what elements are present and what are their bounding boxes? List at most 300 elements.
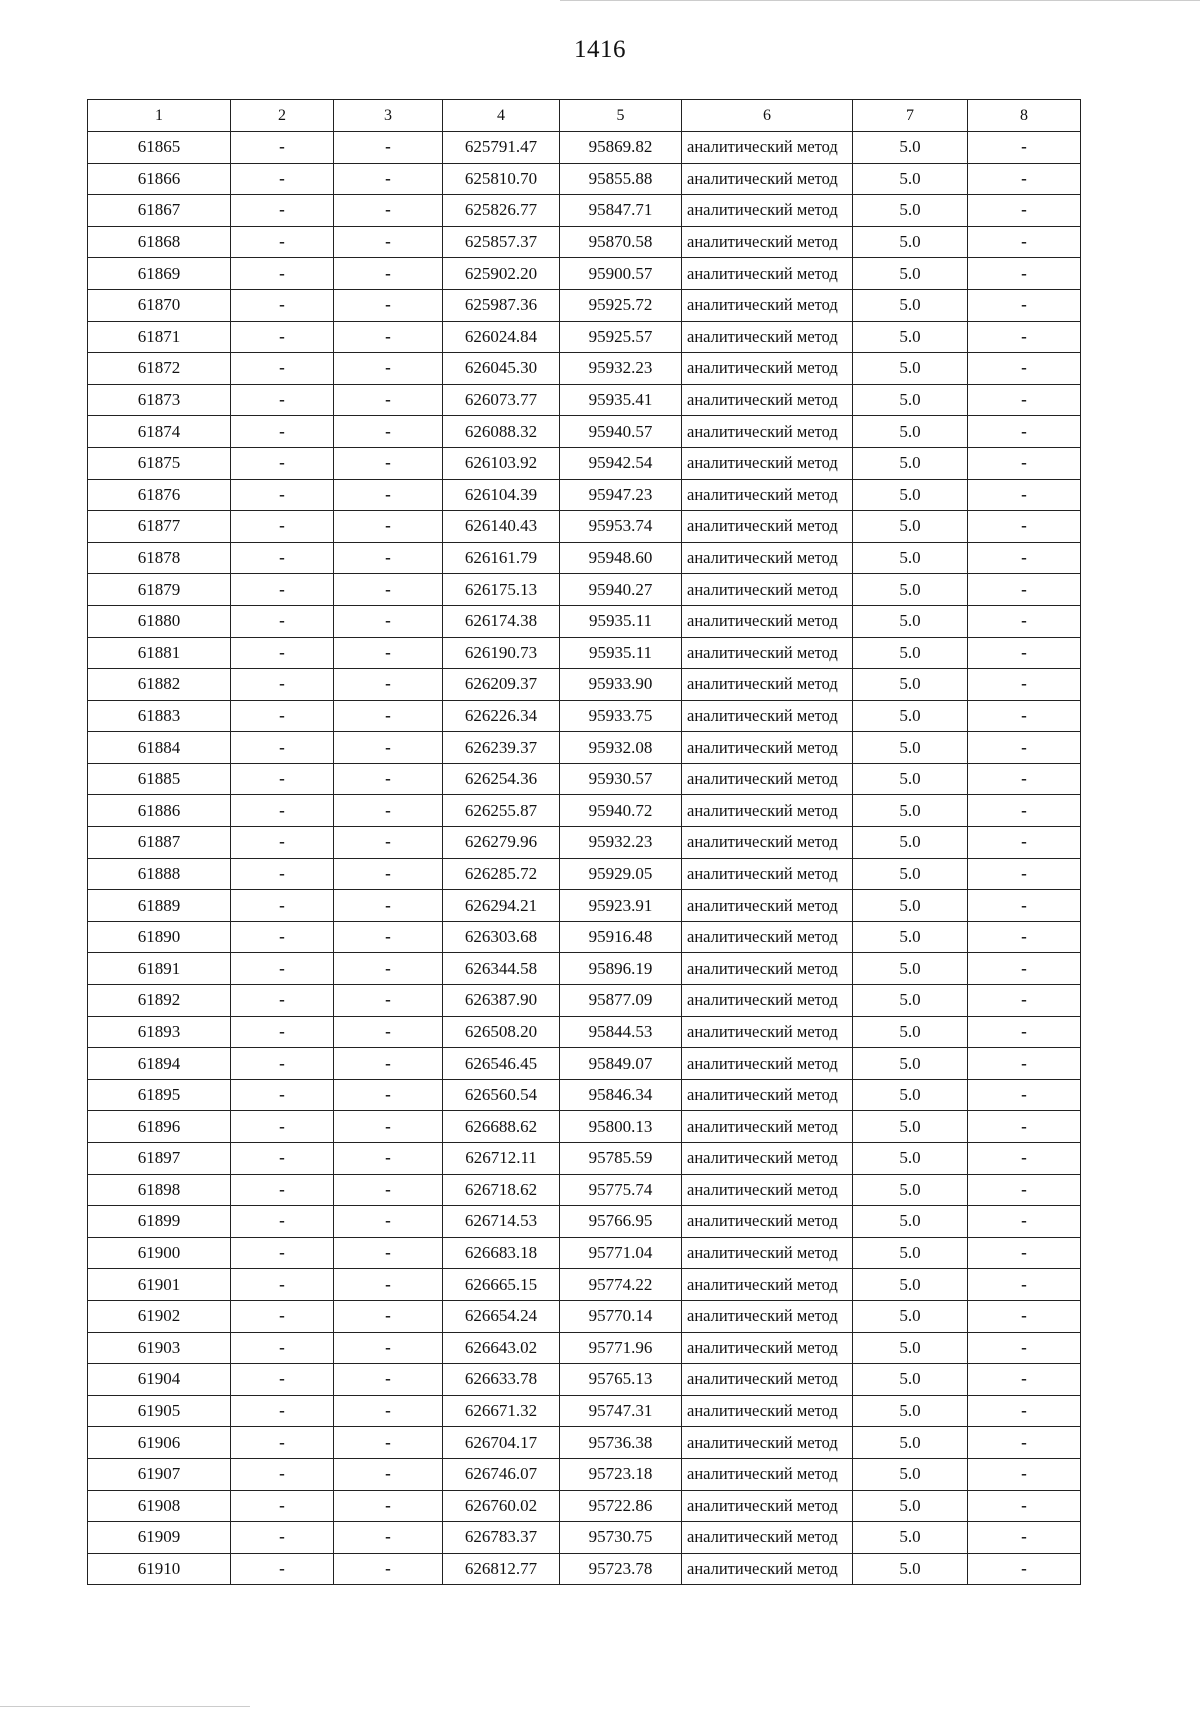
table-row [88, 953, 1081, 985]
col3-cell: - [334, 163, 443, 195]
method-cell: аналитический метод [682, 700, 853, 732]
x-coordinate-cell: 625826.77 [443, 195, 560, 227]
x-coordinate-cell: 626174.38 [443, 605, 560, 637]
col2-cell: - [231, 1300, 334, 1332]
col2-cell: - [231, 542, 334, 574]
col8-cell: - [968, 953, 1081, 985]
method-cell: аналитический метод [682, 1332, 853, 1364]
accuracy-cell: 5.0 [853, 890, 968, 922]
table-row [88, 1174, 1081, 1206]
col3-cell: - [334, 321, 443, 353]
col8-cell: - [968, 858, 1081, 890]
table-row [88, 858, 1081, 890]
point-number-cell: 61902 [88, 1300, 231, 1332]
col8-cell: - [968, 1079, 1081, 1111]
header-cell: 8 [968, 100, 1081, 132]
accuracy-cell: 5.0 [853, 827, 968, 859]
point-number-cell: 61905 [88, 1395, 231, 1427]
table-row [88, 447, 1081, 479]
accuracy-cell: 5.0 [853, 1364, 968, 1396]
point-number-cell: 61898 [88, 1174, 231, 1206]
method-cell: аналитический метод [682, 226, 853, 258]
y-coordinate-cell: 95916.48 [560, 921, 682, 953]
col2-cell: - [231, 1079, 334, 1111]
x-coordinate-cell: 626643.02 [443, 1332, 560, 1364]
table-row [88, 1269, 1081, 1301]
col8-cell: - [968, 1300, 1081, 1332]
table-row [88, 890, 1081, 922]
x-coordinate-cell: 626255.87 [443, 795, 560, 827]
col3-cell: - [334, 827, 443, 859]
col2-cell: - [231, 1458, 334, 1490]
col8-cell: - [968, 542, 1081, 574]
method-cell: аналитический метод [682, 1553, 853, 1585]
point-number-cell: 61901 [88, 1269, 231, 1301]
col8-cell: - [968, 669, 1081, 701]
accuracy-cell: 5.0 [853, 226, 968, 258]
x-coordinate-cell: 625791.47 [443, 132, 560, 164]
x-coordinate-cell: 626294.21 [443, 890, 560, 922]
x-coordinate-cell: 626546.45 [443, 1048, 560, 1080]
col8-cell: - [968, 1427, 1081, 1459]
x-coordinate-cell: 626088.32 [443, 416, 560, 448]
col2-cell: - [231, 953, 334, 985]
table-row [88, 1079, 1081, 1111]
accuracy-cell: 5.0 [853, 542, 968, 574]
col3-cell: - [334, 1458, 443, 1490]
y-coordinate-cell: 95774.22 [560, 1269, 682, 1301]
method-cell: аналитический метод [682, 1458, 853, 1490]
x-coordinate-cell: 626303.68 [443, 921, 560, 953]
accuracy-cell: 5.0 [853, 1016, 968, 1048]
y-coordinate-cell: 95953.74 [560, 511, 682, 543]
table-row [88, 1458, 1081, 1490]
col3-cell: - [334, 226, 443, 258]
col8-cell: - [968, 1111, 1081, 1143]
x-coordinate-cell: 626045.30 [443, 353, 560, 385]
col8-cell: - [968, 163, 1081, 195]
y-coordinate-cell: 95844.53 [560, 1016, 682, 1048]
point-number-cell: 61885 [88, 763, 231, 795]
point-number-cell: 61899 [88, 1206, 231, 1238]
y-coordinate-cell: 95948.60 [560, 542, 682, 574]
col2-cell: - [231, 1016, 334, 1048]
col2-cell: - [231, 700, 334, 732]
accuracy-cell: 5.0 [853, 700, 968, 732]
point-number-cell: 61872 [88, 353, 231, 385]
col8-cell: - [968, 700, 1081, 732]
method-cell: аналитический метод [682, 1427, 853, 1459]
table-row [88, 1490, 1081, 1522]
table-row [88, 289, 1081, 321]
col2-cell: - [231, 163, 334, 195]
col3-cell: - [334, 1048, 443, 1080]
col2-cell: - [231, 890, 334, 922]
method-cell: аналитический метод [682, 416, 853, 448]
point-number-cell: 61875 [88, 447, 231, 479]
method-cell: аналитический метод [682, 511, 853, 543]
x-coordinate-cell: 626665.15 [443, 1269, 560, 1301]
accuracy-cell: 5.0 [853, 763, 968, 795]
x-coordinate-cell: 626633.78 [443, 1364, 560, 1396]
header-cell: 4 [443, 100, 560, 132]
col3-cell: - [334, 669, 443, 701]
point-number-cell: 61869 [88, 258, 231, 290]
col3-cell: - [334, 289, 443, 321]
col3-cell: - [334, 763, 443, 795]
col3-cell: - [334, 921, 443, 953]
col3-cell: - [334, 258, 443, 290]
col2-cell: - [231, 226, 334, 258]
y-coordinate-cell: 95775.74 [560, 1174, 682, 1206]
col8-cell: - [968, 132, 1081, 164]
col3-cell: - [334, 1016, 443, 1048]
col8-cell: - [968, 985, 1081, 1017]
accuracy-cell: 5.0 [853, 985, 968, 1017]
accuracy-cell: 5.0 [853, 1395, 968, 1427]
x-coordinate-cell: 625987.36 [443, 289, 560, 321]
x-coordinate-cell: 626073.77 [443, 384, 560, 416]
accuracy-cell: 5.0 [853, 1174, 968, 1206]
col2-cell: - [231, 1143, 334, 1175]
point-number-cell: 61881 [88, 637, 231, 669]
col2-cell: - [231, 447, 334, 479]
header-cell: 7 [853, 100, 968, 132]
x-coordinate-cell: 626560.54 [443, 1079, 560, 1111]
accuracy-cell: 5.0 [853, 1490, 968, 1522]
point-number-cell: 61874 [88, 416, 231, 448]
y-coordinate-cell: 95935.11 [560, 605, 682, 637]
col8-cell: - [968, 416, 1081, 448]
table-row [88, 416, 1081, 448]
method-cell: аналитический метод [682, 858, 853, 890]
table-row [88, 542, 1081, 574]
point-number-cell: 61868 [88, 226, 231, 258]
x-coordinate-cell: 626239.37 [443, 732, 560, 764]
accuracy-cell: 5.0 [853, 1048, 968, 1080]
accuracy-cell: 5.0 [853, 1332, 968, 1364]
x-coordinate-cell: 626344.58 [443, 953, 560, 985]
table-row [88, 921, 1081, 953]
table-row [88, 226, 1081, 258]
table-row [88, 132, 1081, 164]
y-coordinate-cell: 95935.41 [560, 384, 682, 416]
col8-cell: - [968, 321, 1081, 353]
col8-cell: - [968, 195, 1081, 227]
col2-cell: - [231, 763, 334, 795]
col8-cell: - [968, 226, 1081, 258]
x-coordinate-cell: 626683.18 [443, 1237, 560, 1269]
col2-cell: - [231, 1206, 334, 1238]
col2-cell: - [231, 1395, 334, 1427]
table-row [88, 353, 1081, 385]
method-cell: аналитический метод [682, 985, 853, 1017]
col3-cell: - [334, 1490, 443, 1522]
col8-cell: - [968, 1206, 1081, 1238]
col8-cell: - [968, 1364, 1081, 1396]
col3-cell: - [334, 1364, 443, 1396]
point-number-cell: 61886 [88, 795, 231, 827]
y-coordinate-cell: 95932.23 [560, 827, 682, 859]
point-number-cell: 61897 [88, 1143, 231, 1175]
col8-cell: - [968, 447, 1081, 479]
col3-cell: - [334, 416, 443, 448]
col2-cell: - [231, 132, 334, 164]
col3-cell: - [334, 1174, 443, 1206]
accuracy-cell: 5.0 [853, 1237, 968, 1269]
table-row [88, 1300, 1081, 1332]
point-number-cell: 61871 [88, 321, 231, 353]
col2-cell: - [231, 1490, 334, 1522]
point-number-cell: 61880 [88, 605, 231, 637]
x-coordinate-cell: 626024.84 [443, 321, 560, 353]
y-coordinate-cell: 95869.82 [560, 132, 682, 164]
header-cell: 1 [88, 100, 231, 132]
x-coordinate-cell: 625902.20 [443, 258, 560, 290]
method-cell: аналитический метод [682, 890, 853, 922]
method-cell: аналитический метод [682, 732, 853, 764]
accuracy-cell: 5.0 [853, 258, 968, 290]
x-coordinate-cell: 626285.72 [443, 858, 560, 890]
y-coordinate-cell: 95770.14 [560, 1300, 682, 1332]
y-coordinate-cell: 95896.19 [560, 953, 682, 985]
point-number-cell: 61904 [88, 1364, 231, 1396]
coordinates-table [87, 99, 1081, 1585]
col8-cell: - [968, 890, 1081, 922]
method-cell: аналитический метод [682, 605, 853, 637]
col3-cell: - [334, 985, 443, 1017]
y-coordinate-cell: 95849.07 [560, 1048, 682, 1080]
x-coordinate-cell: 626104.39 [443, 479, 560, 511]
accuracy-cell: 5.0 [853, 921, 968, 953]
accuracy-cell: 5.0 [853, 1206, 968, 1238]
col2-cell: - [231, 195, 334, 227]
point-number-cell: 61873 [88, 384, 231, 416]
y-coordinate-cell: 95932.08 [560, 732, 682, 764]
x-coordinate-cell: 626103.92 [443, 447, 560, 479]
accuracy-cell: 5.0 [853, 321, 968, 353]
col8-cell: - [968, 1174, 1081, 1206]
y-coordinate-cell: 95847.71 [560, 195, 682, 227]
col2-cell: - [231, 1364, 334, 1396]
x-coordinate-cell: 626508.20 [443, 1016, 560, 1048]
accuracy-cell: 5.0 [853, 163, 968, 195]
col2-cell: - [231, 605, 334, 637]
col8-cell: - [968, 1332, 1081, 1364]
col8-cell: - [968, 795, 1081, 827]
table-row [88, 1016, 1081, 1048]
col8-cell: - [968, 732, 1081, 764]
y-coordinate-cell: 95925.72 [560, 289, 682, 321]
col3-cell: - [334, 542, 443, 574]
y-coordinate-cell: 95933.75 [560, 700, 682, 732]
col3-cell: - [334, 858, 443, 890]
col3-cell: - [334, 1300, 443, 1332]
col3-cell: - [334, 511, 443, 543]
col8-cell: - [968, 1016, 1081, 1048]
y-coordinate-cell: 95925.57 [560, 321, 682, 353]
col2-cell: - [231, 1332, 334, 1364]
point-number-cell: 61895 [88, 1079, 231, 1111]
table-row [88, 258, 1081, 290]
col8-cell: - [968, 1143, 1081, 1175]
y-coordinate-cell: 95942.54 [560, 447, 682, 479]
col2-cell: - [231, 258, 334, 290]
method-cell: аналитический метод [682, 195, 853, 227]
col2-cell: - [231, 1237, 334, 1269]
method-cell: аналитический метод [682, 763, 853, 795]
point-number-cell: 61866 [88, 163, 231, 195]
method-cell: аналитический метод [682, 1079, 853, 1111]
header-cell: 5 [560, 100, 682, 132]
table-row [88, 1143, 1081, 1175]
accuracy-cell: 5.0 [853, 574, 968, 606]
method-cell: аналитический метод [682, 827, 853, 859]
table-row [88, 605, 1081, 637]
x-coordinate-cell: 626704.17 [443, 1427, 560, 1459]
y-coordinate-cell: 95723.78 [560, 1553, 682, 1585]
col2-cell: - [231, 416, 334, 448]
accuracy-cell: 5.0 [853, 1269, 968, 1301]
accuracy-cell: 5.0 [853, 1143, 968, 1175]
col3-cell: - [334, 1395, 443, 1427]
table-row [88, 1522, 1081, 1554]
point-number-cell: 61910 [88, 1553, 231, 1585]
col2-cell: - [231, 827, 334, 859]
point-number-cell: 61879 [88, 574, 231, 606]
table-row [88, 763, 1081, 795]
x-coordinate-cell: 626654.24 [443, 1300, 560, 1332]
col2-cell: - [231, 1174, 334, 1206]
x-coordinate-cell: 626688.62 [443, 1111, 560, 1143]
method-cell: аналитический метод [682, 1522, 853, 1554]
method-cell: аналитический метод [682, 384, 853, 416]
y-coordinate-cell: 95846.34 [560, 1079, 682, 1111]
col3-cell: - [334, 1206, 443, 1238]
col2-cell: - [231, 921, 334, 953]
method-cell: аналитический метод [682, 163, 853, 195]
x-coordinate-cell: 626746.07 [443, 1458, 560, 1490]
method-cell: аналитический метод [682, 258, 853, 290]
y-coordinate-cell: 95800.13 [560, 1111, 682, 1143]
table-row [88, 511, 1081, 543]
point-number-cell: 61887 [88, 827, 231, 859]
col8-cell: - [968, 289, 1081, 321]
point-number-cell: 61903 [88, 1332, 231, 1364]
col2-cell: - [231, 511, 334, 543]
col3-cell: - [334, 700, 443, 732]
x-coordinate-cell: 626209.37 [443, 669, 560, 701]
table-row [88, 195, 1081, 227]
x-coordinate-cell: 626718.62 [443, 1174, 560, 1206]
x-coordinate-cell: 626812.77 [443, 1553, 560, 1585]
y-coordinate-cell: 95935.11 [560, 637, 682, 669]
point-number-cell: 61877 [88, 511, 231, 543]
accuracy-cell: 5.0 [853, 858, 968, 890]
x-coordinate-cell: 626254.36 [443, 763, 560, 795]
accuracy-cell: 5.0 [853, 605, 968, 637]
point-number-cell: 61878 [88, 542, 231, 574]
col8-cell: - [968, 511, 1081, 543]
col8-cell: - [968, 1269, 1081, 1301]
col8-cell: - [968, 1522, 1081, 1554]
accuracy-cell: 5.0 [853, 132, 968, 164]
col2-cell: - [231, 1111, 334, 1143]
col3-cell: - [334, 1237, 443, 1269]
col3-cell: - [334, 1332, 443, 1364]
accuracy-cell: 5.0 [853, 669, 968, 701]
point-number-cell: 61883 [88, 700, 231, 732]
point-number-cell: 61884 [88, 732, 231, 764]
method-cell: аналитический метод [682, 289, 853, 321]
table-row [88, 732, 1081, 764]
table-row [88, 1111, 1081, 1143]
x-coordinate-cell: 625810.70 [443, 163, 560, 195]
method-cell: аналитический метод [682, 637, 853, 669]
col3-cell: - [334, 195, 443, 227]
table-row [88, 985, 1081, 1017]
y-coordinate-cell: 95766.95 [560, 1206, 682, 1238]
x-coordinate-cell: 626712.11 [443, 1143, 560, 1175]
col3-cell: - [334, 1111, 443, 1143]
point-number-cell: 61892 [88, 985, 231, 1017]
table-row [88, 1553, 1081, 1585]
table-row [88, 669, 1081, 701]
point-number-cell: 61907 [88, 1458, 231, 1490]
method-cell: аналитический метод [682, 1300, 853, 1332]
col8-cell: - [968, 1395, 1081, 1427]
accuracy-cell: 5.0 [853, 1553, 968, 1585]
col3-cell: - [334, 1079, 443, 1111]
header-cell: 6 [682, 100, 853, 132]
col2-cell: - [231, 732, 334, 764]
y-coordinate-cell: 95765.13 [560, 1364, 682, 1396]
x-coordinate-cell: 626175.13 [443, 574, 560, 606]
method-cell: аналитический метод [682, 921, 853, 953]
x-coordinate-cell: 626161.79 [443, 542, 560, 574]
table-row [88, 479, 1081, 511]
col3-cell: - [334, 384, 443, 416]
method-cell: аналитический метод [682, 953, 853, 985]
y-coordinate-cell: 95940.57 [560, 416, 682, 448]
x-coordinate-cell: 626140.43 [443, 511, 560, 543]
header-cell: 3 [334, 100, 443, 132]
col8-cell: - [968, 1048, 1081, 1080]
method-cell: аналитический метод [682, 669, 853, 701]
method-cell: аналитический метод [682, 795, 853, 827]
method-cell: аналитический метод [682, 447, 853, 479]
y-coordinate-cell: 95933.90 [560, 669, 682, 701]
accuracy-cell: 5.0 [853, 289, 968, 321]
point-number-cell: 61889 [88, 890, 231, 922]
x-coordinate-cell: 625857.37 [443, 226, 560, 258]
accuracy-cell: 5.0 [853, 511, 968, 543]
accuracy-cell: 5.0 [853, 732, 968, 764]
table-row [88, 700, 1081, 732]
method-cell: аналитический метод [682, 1269, 853, 1301]
col8-cell: - [968, 1458, 1081, 1490]
y-coordinate-cell: 95923.91 [560, 890, 682, 922]
table-row [88, 1048, 1081, 1080]
col2-cell: - [231, 321, 334, 353]
table-row [88, 163, 1081, 195]
table-row [88, 1364, 1081, 1396]
method-cell: аналитический метод [682, 1490, 853, 1522]
col3-cell: - [334, 1269, 443, 1301]
col8-cell: - [968, 258, 1081, 290]
col3-cell: - [334, 353, 443, 385]
y-coordinate-cell: 95870.58 [560, 226, 682, 258]
